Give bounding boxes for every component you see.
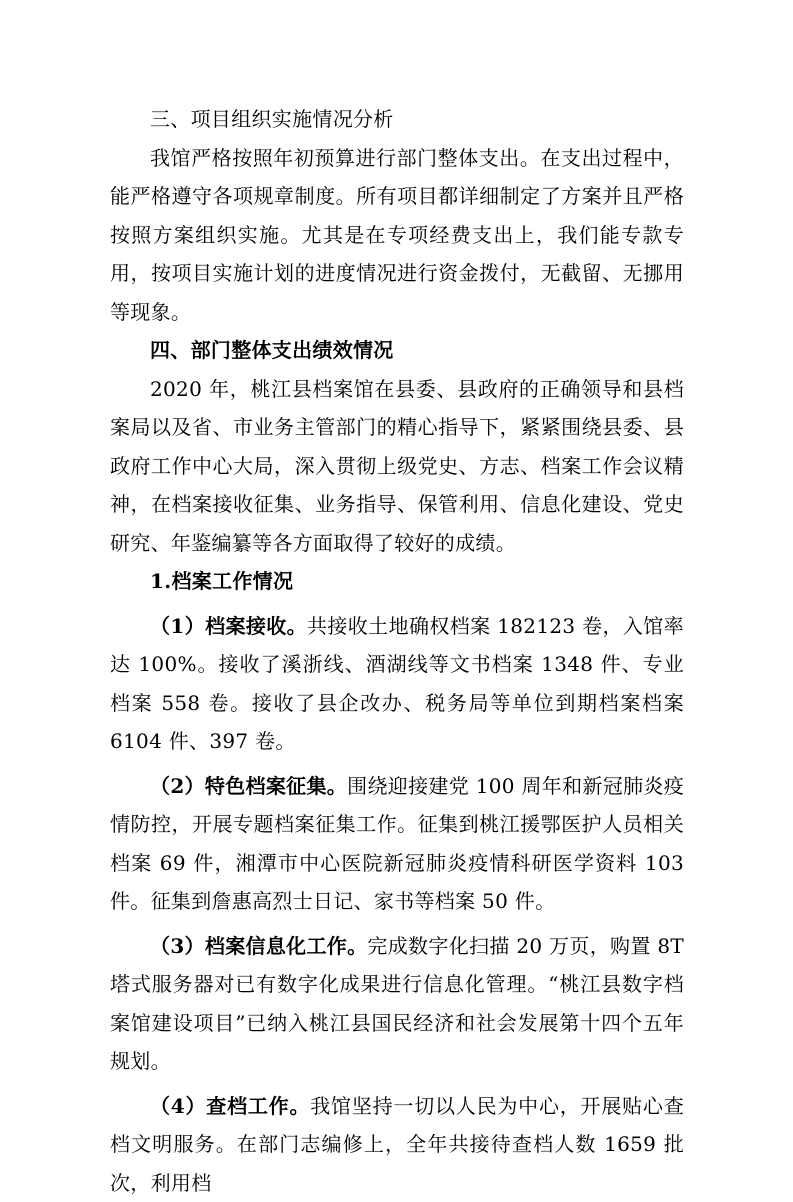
item-text: 完成数字化扫描 20 万页，购置 8T塔式服务器对已有数字化成果进行信息化管理。“桃江县数字档案馆建设项目”已纳入桃江县国民经济和社会发展第十四个五年规划。 [110,934,684,1074]
item-text: 围绕迎接建党 100 周年和新冠肺炎疫情防控，开展专题档案征集工作。征集到桃江援鄂医护人员相关档案 69 件，湘潭市中心医院新冠肺炎疫情科研医学资料 103 件。征集到詹惠高烈士日记、家书等档案 50 件。 [110,774,684,914]
subsection-1-title: 1.档案工作情况 [110,562,684,601]
item-label: （2）特色档案征集。 [150,774,347,798]
section-4-body: 2020 年，桃江县档案馆在县委、县政府的正确领导和县档案局以及省、市业务主管部门的精心指导下，紧紧围绕县委、县政府工作中心大局，深入贯彻上级党史、方志、档案工作会议精神，在档案接收征集、业务指导、保管利用、信息化建设、党史研究、年鉴编纂等各方面取得了较好的成绩。 [110,370,684,563]
item-label: （1）档案接收。 [150,614,307,638]
item-paragraph [110,1087,684,1202]
section-3-title: 三、项目组织实施情况分析 [110,100,684,139]
item-paragraph [110,607,684,761]
section-3-body: 我馆严格按照年初预算进行部门整体支出。在支出过程中，能严格遵守各项规章制度。所有项目都详细制定了方案并且严格按照方案组织实施。尤其是在专项经费支出上，我们能专款专用，按项目实施计划的进度情况进行资金拨付，无截留、无挪用等现象。 [110,139,684,332]
document-page [110,100,684,1202]
item-text: 共接收土地确权档案 182123 卷，入馆率达 100%。接收了溪浙线、酒湖线等文书档案 1348 件、专业档案 558 卷。接收了县企改办、税务局等单位到期档案档案 6104 件、397 卷。 [110,614,684,754]
section-4-title: 四、部门整体支出绩效情况 [110,331,684,370]
item-label: （3）档案信息化工作。 [150,934,367,958]
item-text: 我馆坚持一切以人民为中心，开展贴心查档文明服务。在部门志编修上，全年共接待查档人数 1659 批次，利用档 [110,1094,684,1195]
item-paragraph [110,767,684,921]
item-paragraph [110,927,684,1081]
item-label: （4）查档工作。 [150,1094,310,1118]
